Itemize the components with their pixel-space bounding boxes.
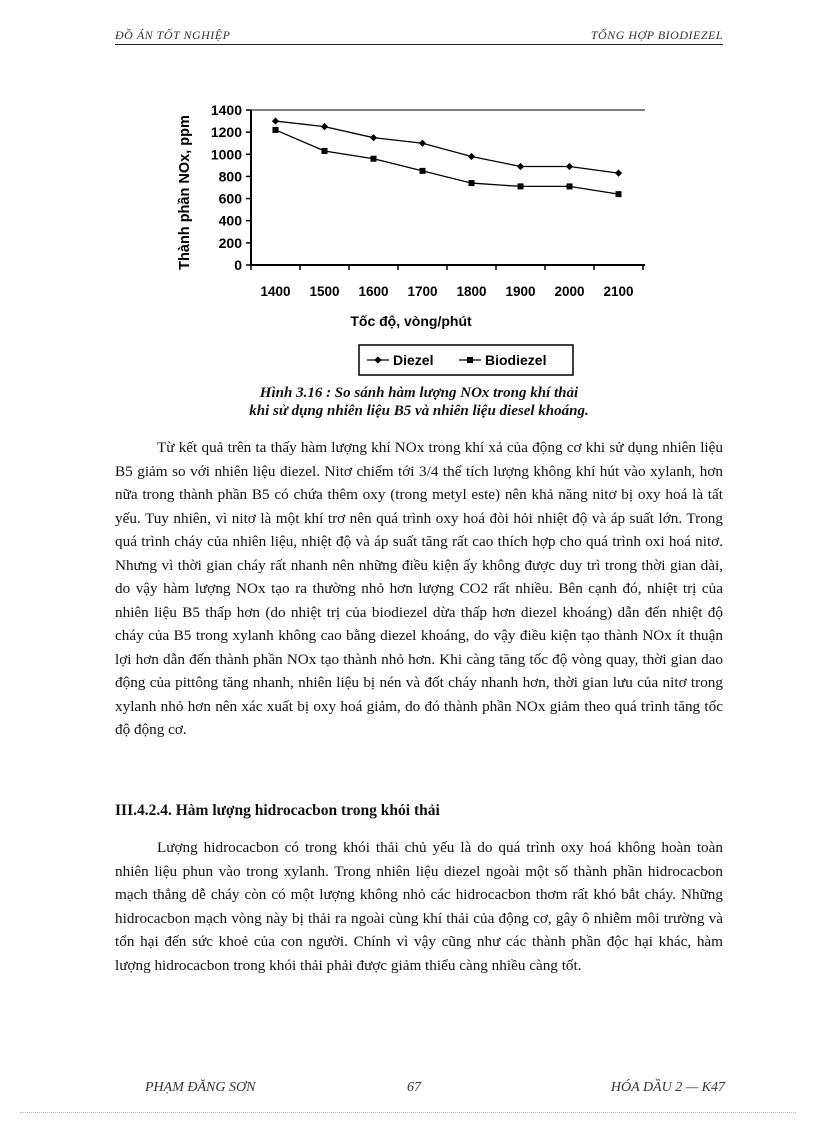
point-biodiezel-1600 [371, 156, 377, 162]
point-biodiezel-1800 [469, 180, 475, 186]
caption-line-1: Hình 3.16 : So sánh hàm lượng NOx trong khí thải [259, 385, 579, 401]
point-diezel-1700 [419, 140, 426, 147]
caption-line-2: khi sử dụng nhiên liệu B5 và nhiên liệu diesel khoáng. [249, 403, 589, 419]
y-tick-label: 1400 [210, 102, 242, 118]
y-tick-label: 1000 [210, 146, 242, 163]
y-tick-label: 200 [218, 234, 242, 251]
paragraph-1: Từ kết quả trên ta thấy hàm lượng khí NOx trong khí xả của động cơ khi sử dụng nhiên liệu B5 giảm so với nhiên liệu diezel. Nitơ chiếm tới 3/4 thể tích lượng không khí hút vào xylanh, hơn nữa trong thành phần B5 có chứa thêm oxy (trong metyl este) nên khả năng nitơ bị oxy hoá là tất yếu. Tuy nhiên, vì nitơ là một khí trơ nên quá trình oxy hoá đòi hỏi nhiệt độ và áp suất lớn. Trong quá trình cháy của nhiên liệu, nhiệt độ và áp suất tăng rất cao thích hợp cho quá trình oxi hoá nitơ. Nhưng vì thời gian cháy rất nhanh nên những điều kiện ấy không được duy trì trong thời gian dài, do vậy hàm lượng NOx tạo ra thường nhỏ hơn lượng CO2 rất nhiều. Bên cạnh đó, nhiệt trị của nhiên liệu B5 thấp hơn (do nhiệt trị của biodiezel dừa thấp hơn diezel khoáng) dẫn đến nhiệt độ cháy của B5 trong xylanh không cao bằng diezel khoáng, do vậy điều kiện tạo thành NOx ít thuận lợi hơn dẫn đến thành phần NOx tạo thành nhỏ hơn. Khi càng tăng tốc độ vòng quay, thời gian dao động của pittông tăng nhanh, nhiên liệu bị nén và đốt cháy nhanh hơn, thời gian lưu của nitơ trong xylanh nhỏ hơn nên xác xuất bị oxy hoá giảm, do đó thành phần NOx giảm theo quá trình tăng tốc độ động cơ. [115, 439, 723, 738]
point-biodiezel-1400 [273, 127, 279, 133]
y-tick-label: 800 [218, 168, 242, 185]
y-axis-title: Thành phần NOx, ppm [177, 115, 193, 270]
figure-caption [115, 384, 723, 420]
section-heading: III.4.2.4. Hàm lượng hidrocacbon trong khói thải [115, 802, 440, 819]
point-biodiezel-1700 [420, 168, 426, 174]
footer-class: HÓA DẦU 2 — K47 [610, 1080, 725, 1095]
x-tick-label-2000: 2000 [554, 284, 585, 299]
footer-page-number: 67 [407, 1080, 421, 1095]
series-line-diezel [276, 121, 619, 173]
header-left-text: ĐỒ ÁN TỐT NGHIỆP [115, 28, 231, 42]
legend-marker-square [467, 357, 473, 363]
point-biodiezel-2000 [567, 183, 573, 189]
page-header [115, 28, 723, 45]
x-tick-label-1700: 1700 [407, 284, 438, 299]
y-tick-label: 600 [218, 190, 242, 207]
footer-author: PHẠM ĐĂNG SƠN [145, 1080, 256, 1095]
x-tick-label-1900: 1900 [505, 284, 536, 299]
header-right-text: TỔNG HỢP BIODIEZEL [590, 28, 723, 42]
paragraph-2: Lượng hidrocacbon có trong khói thải chủ yếu là do quá trình oxy hoá không hoàn toàn nhiên liệu phun vào trong xylanh. Trong nhiên liệu diezel ngoài một số thành phần hidrocacbon mạch thẳng dễ cháy còn có một lượng không nhỏ các hidrocacbon thơm rất khó bắt cháy. Những hidrocacbon mạch vòng này bị thải ra ngoài cùng khí thải của động cơ, gây ô nhiễm môi trường và tổn hại đến sức khoẻ của con người. Chính vì vậy cũng như các thành phần độc hại khác, hàm lượng hidrocacbon trong khói thải phải được giảm thiểu càng nhiều càng tốt. [115, 839, 723, 974]
x-tick-label-1500: 1500 [309, 284, 340, 299]
nox-line-chart [165, 95, 645, 385]
y-tick-label: 0 [234, 257, 242, 273]
point-diezel-1800 [468, 153, 475, 160]
point-diezel-2000 [566, 163, 573, 170]
x-tick-label-1800: 1800 [456, 284, 487, 299]
point-biodiezel-2100 [616, 191, 622, 197]
point-diezel-1600 [370, 134, 377, 141]
point-diezel-1400 [272, 117, 279, 124]
footer-dotted-rule [20, 1112, 796, 1113]
point-biodiezel-1900 [518, 183, 524, 189]
plot-area [251, 110, 645, 265]
y-tick-label: 1200 [210, 124, 242, 141]
legend-label-diezel: Diezel [393, 352, 434, 368]
legend-label-biodiezel: Biodiezel [485, 352, 547, 368]
x-tick-label-1600: 1600 [358, 284, 389, 299]
point-diezel-2100 [615, 170, 622, 177]
paragraph-hydrocarbon [115, 836, 723, 977]
x-tick-label-1400: 1400 [260, 284, 291, 299]
point-diezel-1500 [321, 123, 328, 130]
point-biodiezel-1500 [322, 148, 328, 154]
point-diezel-1900 [517, 163, 524, 170]
paragraph-nox [115, 436, 723, 742]
y-tick-label: 400 [218, 212, 242, 229]
x-axis-title: Tốc độ, vòng/phút [350, 313, 472, 329]
x-tick-label-2100: 2100 [603, 284, 634, 299]
